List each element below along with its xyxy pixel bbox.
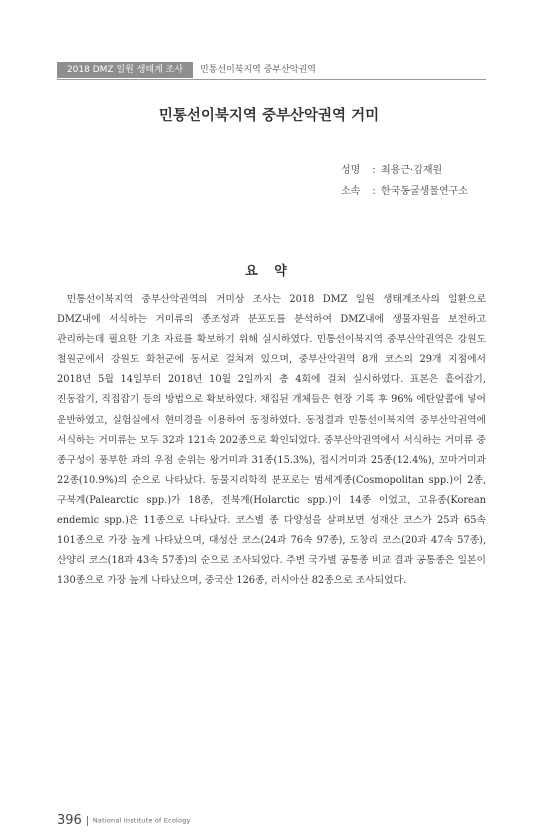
abstract-heading: 요 약 [245, 264, 293, 279]
institute-name: National Institute of Ecology [92, 816, 191, 825]
footer-divider [87, 816, 88, 826]
abstract-body: 민통선이북지역 중부산악권역의 거미상 조사는 2018 DMZ 일원 생태계조사의 일환으로 DMZ내에 서식하는 거미류의 종조성과 분포도를 분석하여 DMZ내에 생물자원을 보전하고 관리하는데 필요한 기초 자료를 확보하기 위해 실시하였다. 민통선이북지역 중부산악권역은 강원도 철원군에서 강원도 화천군에 동서로 걸쳐져 있으며, 중부산악권역 8개 코스의 29개 지점에서 2018년 5월 14일부터 2018년 10월 2일까지 총 4회에 걸쳐 실시하였다. 표본은 흩어잡기, 진동잡기, 직접잡기 등의 방법으로 확보하였다. 채집된 개체들은 현장 기록 후 96% 에탄알콜에 넣어 운반하였고, 실험실에서 현미경을 이용하여 동정하였다. 동정결과 민통선이북지역 중부산악권역에 서식하는 거미류는 모두 32과 121속 202종으로 확인되었다. 중부산악권역에서 서식하는 거미류 중 종구성이 풍부한 과의 우점 순위는 왕거미과 31종(15.3%), 접시거미과 25종(12.4%), 꼬마거미과 22종(10.9%)의 순으로 나타났다. 동물지리학적 분포로는 범세계종(Cosmopolitan spp.)이 2종, 구북계(Palearctic spp.)가 18종, 전북계(Holarctic spp.)이 14종 이었고, 고유종(Korean endemic spp.)은 11종으로 나타났다. 코스별 종 다양성을 살펴보면 성재산 코스가 25과 65속 101종으로 가장 높게 나타났으며, 대성산 코스(24과 76속 97종), 도창리 코스(20과 47속 57종), 산양리 코스(18과 43속 57종)의 순으로 조사되었다. 주변 국가별 공통종 비교 결과 공통종은 일본이 130종으로 가장 높게 나타났으며, 중국산 126종, 러시아산 82종으로 조사되었다. [57, 294, 486, 587]
page-number: 396 [57, 813, 82, 828]
author-line [341, 164, 442, 178]
running-title: 민통선이북지역 중부산악권역 [200, 65, 316, 75]
article-title: 민통선이북지역 중부산악권역 거미 [158, 108, 380, 124]
affiliation-name: 한국동굴생물연구소 [381, 186, 468, 197]
affiliation-line [341, 185, 468, 199]
author-separator: : [372, 165, 376, 176]
page-footer [57, 810, 191, 829]
author-names: 최용근·김재원 [381, 165, 443, 176]
page-top-margin [0, 0, 538, 62]
header-rule [57, 79, 486, 80]
series-tab: 2018 DMZ 일원 생태계 조사 [57, 62, 193, 78]
affiliation-label: 소속 [341, 186, 361, 197]
author-label: 성명 [341, 165, 361, 176]
affiliation-separator: : [372, 186, 376, 197]
